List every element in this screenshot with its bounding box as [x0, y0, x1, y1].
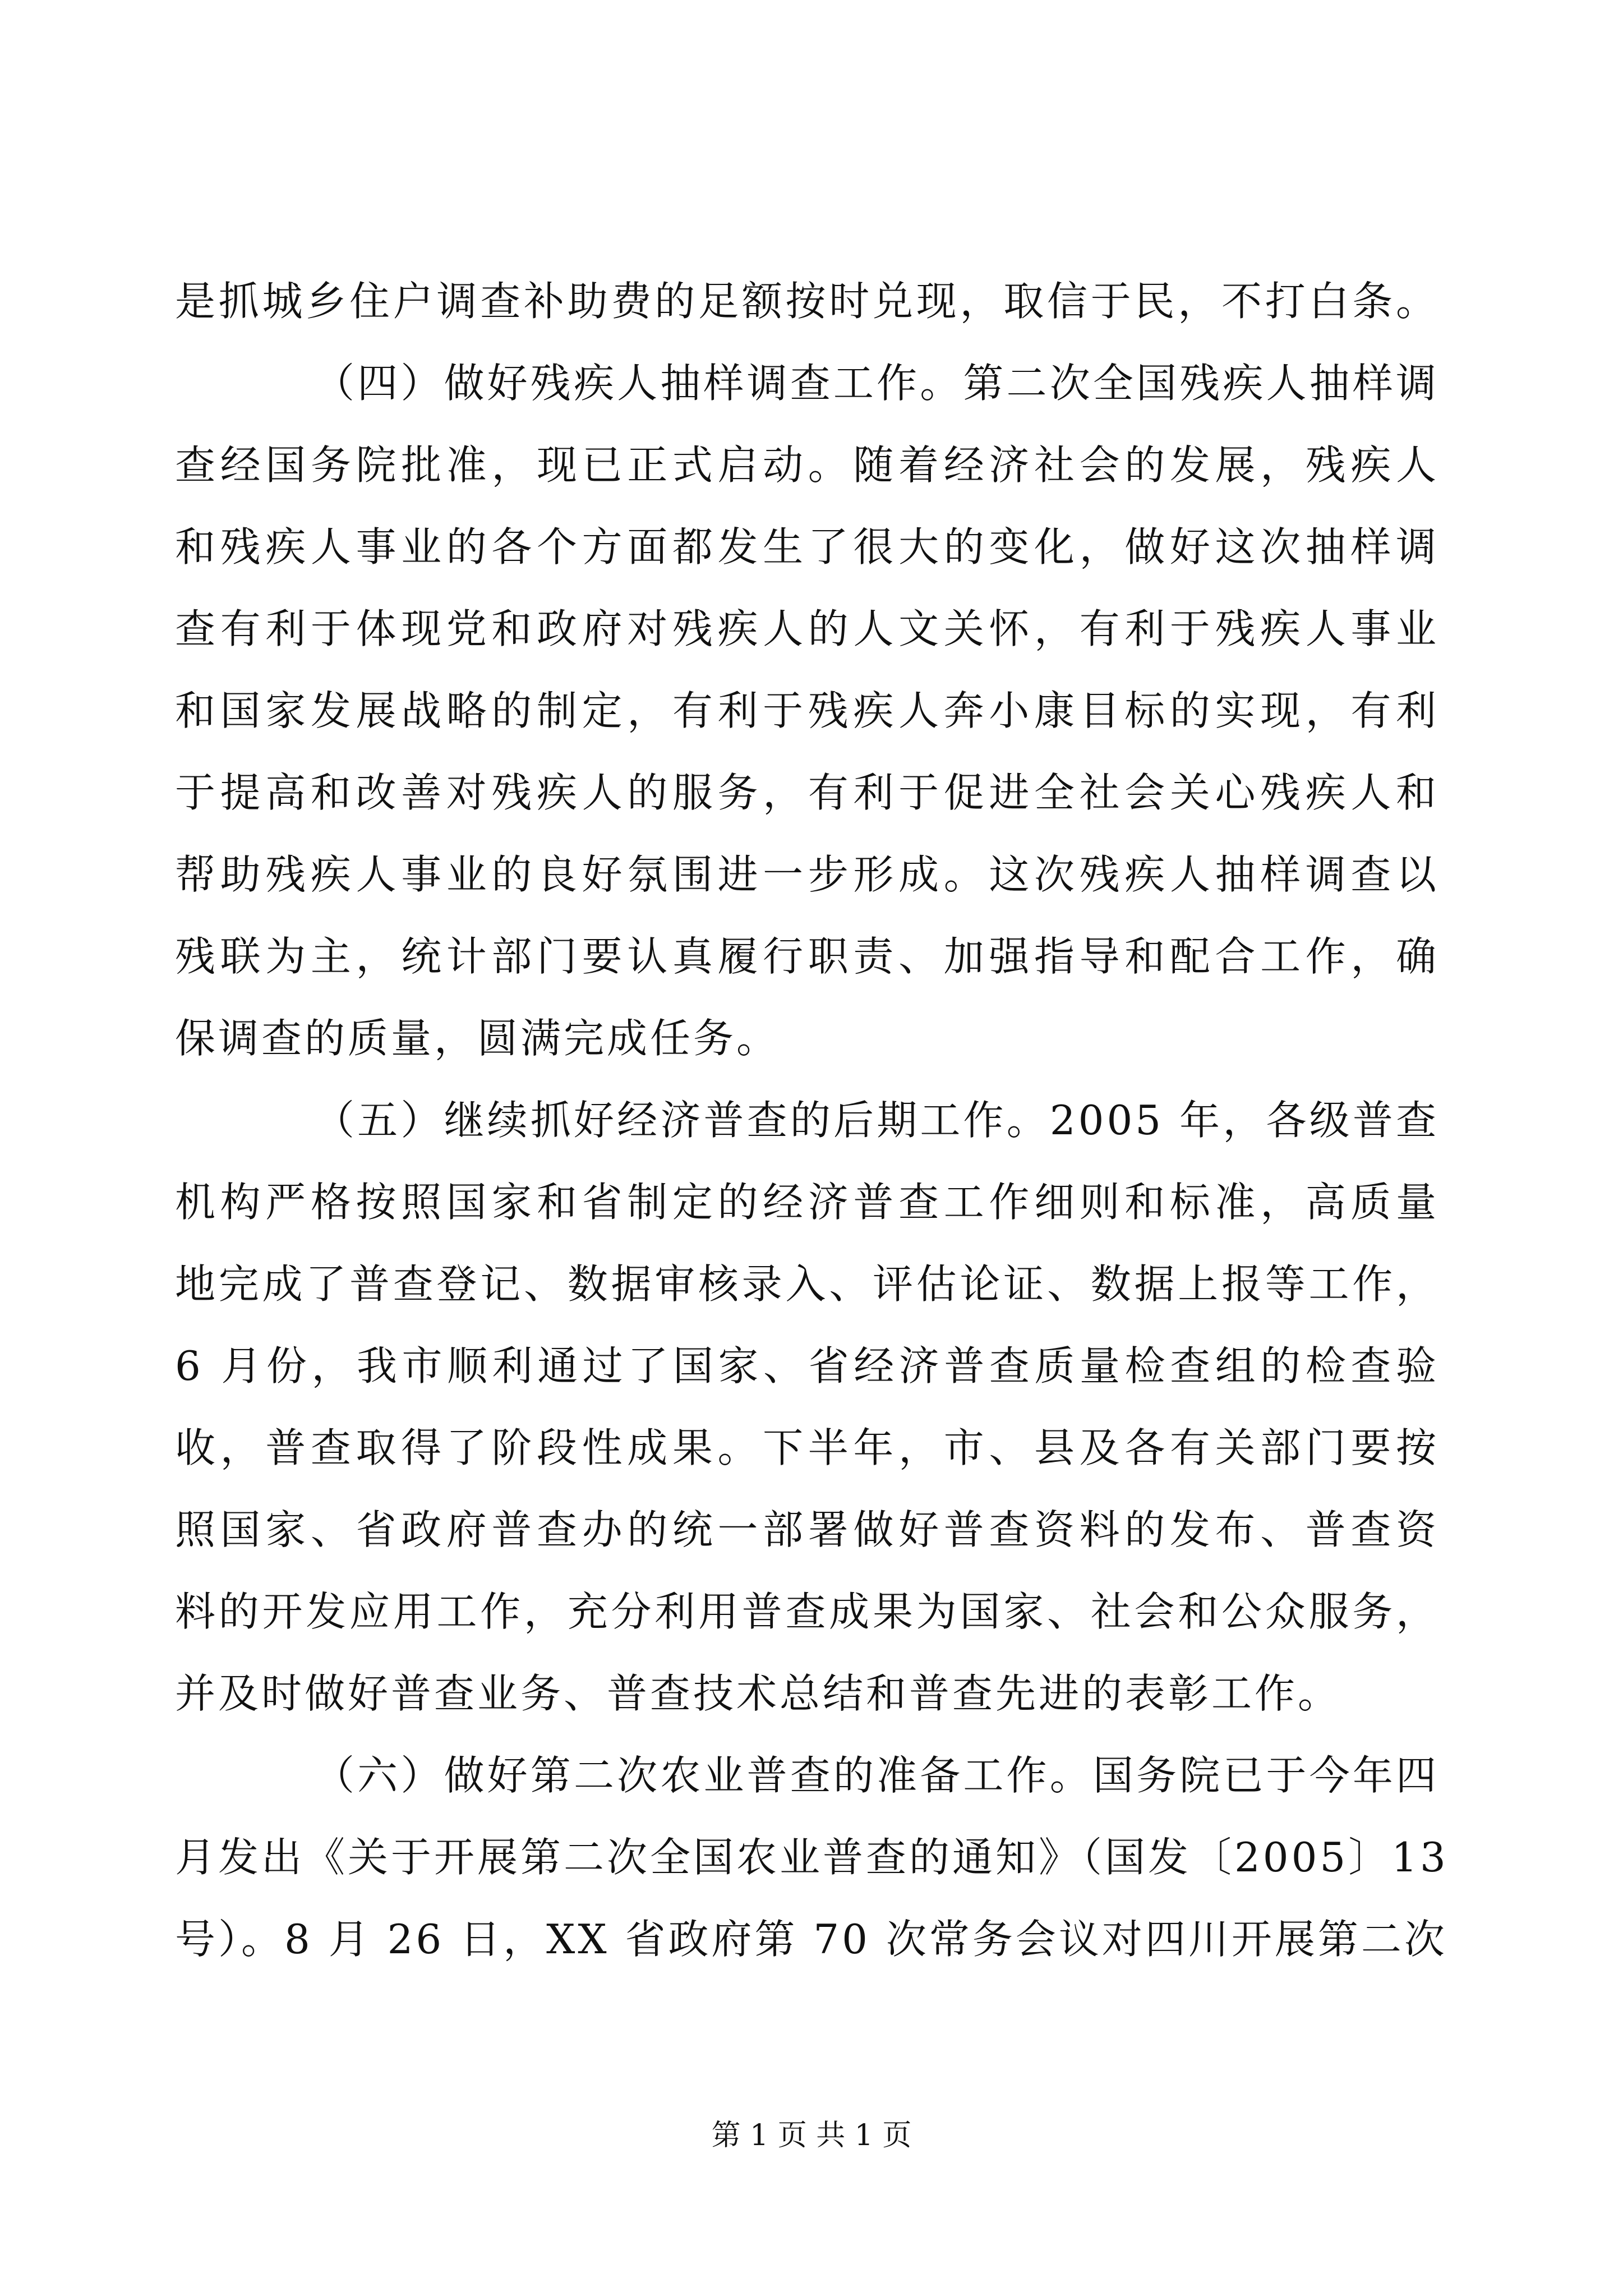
text-line: 照国家、省政府普查办的统一部署做好普查资料的发布、普查资 — [175, 1506, 1439, 1553]
text-line: 是抓城乡住户调查补助费的足额按时兑现，取信于民，不打白条。 — [175, 278, 1439, 325]
text-line: 地完成了普查登记、数据审核录入、评估论证、数据上报等工作， — [175, 1260, 1439, 1308]
text-line: 6 月份，我市顺利通过了国家、省经济普查质量检查组的检查验 — [175, 1342, 1439, 1389]
text-line: 号）。8 月 26 日，XX 省政府第 70 次常务会议对四川开展第二次 — [175, 1916, 1447, 1963]
text-line: 并及时做好普查业务、普查技术总结和普查先进的表彰工作。 — [175, 1670, 1341, 1717]
section-heading-line: （五）继续抓好经济普查的后期工作。2005 年，各级普查 — [314, 1097, 1439, 1144]
text-line: 和国家发展战略的制定，有利于残疾人奔小康目标的实现，有利 — [175, 687, 1439, 734]
text-line: 残联为主，统计部门要认真履行职责、加强指导和配合工作，确 — [175, 933, 1439, 980]
text-line: 料的开发应用工作，充分利用普查成果为国家、社会和公众服务， — [175, 1588, 1439, 1635]
section-heading-line: （四）做好残疾人抽样调查工作。第二次全国残疾人抽样调 — [314, 360, 1439, 407]
text-line: 机构严格按照国家和省制定的经济普查工作细则和标准，高质量 — [175, 1179, 1439, 1226]
text-line: 保调查的质量，圆满完成任务。 — [175, 1015, 780, 1062]
text-line: 查有利于体现党和政府对残疾人的人文关怀，有利于残疾人事业 — [175, 605, 1439, 652]
text-line: 帮助残疾人事业的良好氛围进一步形成。这次残疾人抽样调查以 — [175, 851, 1439, 898]
text-line: 于提高和改善对残疾人的服务，有利于促进全社会关心残疾人和 — [175, 769, 1439, 816]
text-line: 月发出《关于开展第二次全国农业普查的通知》（国发〔2005〕13 — [175, 1834, 1449, 1881]
text-line: 查经国务院批准，现已正式启动。随着经济社会的发展，残疾人 — [175, 441, 1439, 489]
text-line: 和残疾人事业的各个方面都发生了很大的变化，做好这次抽样调 — [175, 523, 1439, 570]
page-footer: 第 1 页 共 1 页 — [711, 2119, 912, 2152]
text-line: 收，普查取得了阶段性成果。下半年，市、县及各有关部门要按 — [175, 1424, 1439, 1471]
section-heading-line: （六）做好第二次农业普查的准备工作。国务院已于今年四 — [314, 1752, 1439, 1799]
